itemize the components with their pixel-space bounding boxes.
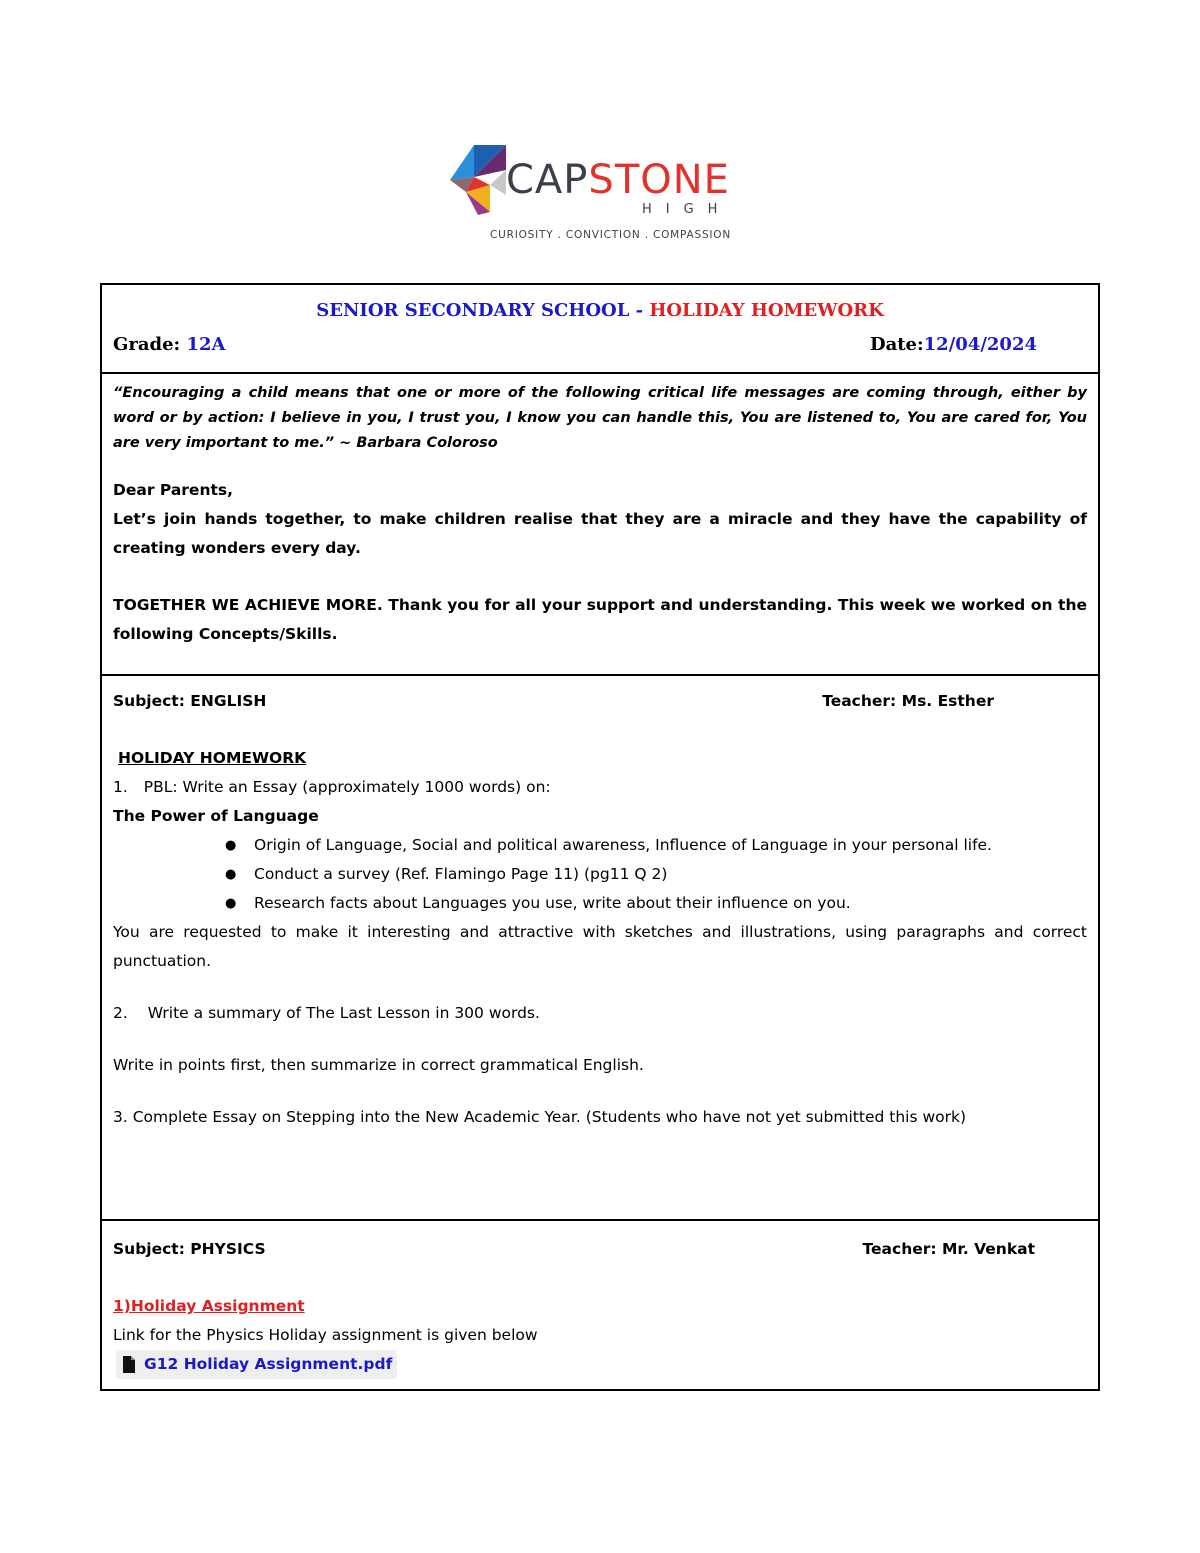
physics-subject-row: [113, 1235, 1087, 1264]
english-subject: Subject: ENGLISH: [113, 692, 267, 710]
quote: “Encouraging a child means that one or more of the following critical life messages are coming through, either by word or by action: I believe in you, I trust you, I know you can handle this, You are listened to, You are cared for, You are very important to me.” ~ Barbara Coloroso: [113, 385, 1087, 451]
item-1-number: 1.: [113, 778, 128, 796]
file-icon: [122, 1356, 136, 1373]
english-heading: HOLIDAY HOMEWORK: [118, 749, 307, 767]
logo-subtitle: HIGH: [642, 202, 732, 217]
date-value: 12/04/2024: [923, 334, 1037, 355]
english-item-2: [113, 999, 1087, 1028]
english-item-3: 3. Complete Essay on Stepping into the New Academic Year. (Students who have not yet submitted this work): [113, 1108, 967, 1126]
english-subject-row: [113, 687, 1087, 716]
logo-word-stone: STONE: [588, 157, 730, 203]
assignment-heading: 1)Holiday Assignment: [113, 1297, 305, 1315]
english-teacher: Teacher: Ms. Esther: [822, 692, 994, 710]
intro-cell: [101, 373, 1099, 675]
school-logo: [444, 140, 764, 245]
title-homework: HOLIDAY HOMEWORK: [649, 300, 884, 321]
essay-note: You are requested to make it interesting and attractive with sketches and illustrations, using paragraphs and correct punctuation.: [113, 923, 1087, 970]
item-2-text: Write a summary of The Last Lesson in 300 words.: [147, 1004, 540, 1022]
date-label: Date:: [869, 334, 924, 355]
homework-table: [100, 283, 1100, 1391]
date: [870, 334, 1037, 356]
grade-label: Grade:: [113, 334, 181, 355]
grade-date-row: [113, 334, 1087, 356]
physics-teacher: Teacher: Mr. Venkat: [862, 1240, 1035, 1258]
essay-bullet-list: [113, 831, 1087, 918]
salutation: Dear Parents,: [113, 481, 233, 499]
grade-value: 12A: [180, 334, 226, 355]
together-paragraph: TOGETHER WE ACHIEVE MORE. Thank you for all your support and understanding. This week we worked on the following Concepts/Skills.: [113, 596, 1087, 643]
item-2-number: 2.: [113, 1004, 128, 1022]
physics-subject: Subject: PHYSICS: [113, 1240, 266, 1258]
grade: [113, 334, 225, 356]
page-title: [113, 300, 1087, 322]
header-cell: [101, 284, 1099, 373]
file-name[interactable]: G12 Holiday Assignment.pdf: [144, 1355, 393, 1373]
assignment-file-link[interactable]: [116, 1350, 397, 1379]
english-cell: [101, 675, 1099, 1220]
list-item: ● Origin of Language, Social and political awareness, Influence of Language in your personal life.: [254, 831, 1087, 860]
logo-emblem-icon: [444, 140, 514, 220]
item-1-text: PBL: Write an Essay (approximately 1000 words) on:: [143, 778, 551, 796]
title-school: SENIOR SECONDARY SCHOOL -: [316, 300, 650, 321]
logo-word-cap: CAP: [506, 157, 589, 203]
item-2-note: Write in points first, then summarize in correct grammatical English.: [113, 1056, 644, 1074]
logo-wordmark: [506, 157, 730, 203]
list-item: ● Conduct a survey (Ref. Flamingo Page 11) (pg11 Q 2): [254, 860, 1087, 889]
physics-cell: [101, 1220, 1099, 1390]
english-item-1: [113, 773, 1087, 802]
list-item: ● Research facts about Languages you use, write about their influence on you.: [254, 889, 1087, 918]
essay-topic: The Power of Language: [113, 807, 319, 825]
intro-paragraph: Let’s join hands together, to make children realise that they are a miracle and they have the capability of creating wonders every day.: [113, 510, 1087, 557]
logo-tagline: CURIOSITY . CONVICTION . COMPASSION: [490, 229, 732, 241]
assignment-link-text: Link for the Physics Holiday assignment is given below: [113, 1326, 538, 1344]
